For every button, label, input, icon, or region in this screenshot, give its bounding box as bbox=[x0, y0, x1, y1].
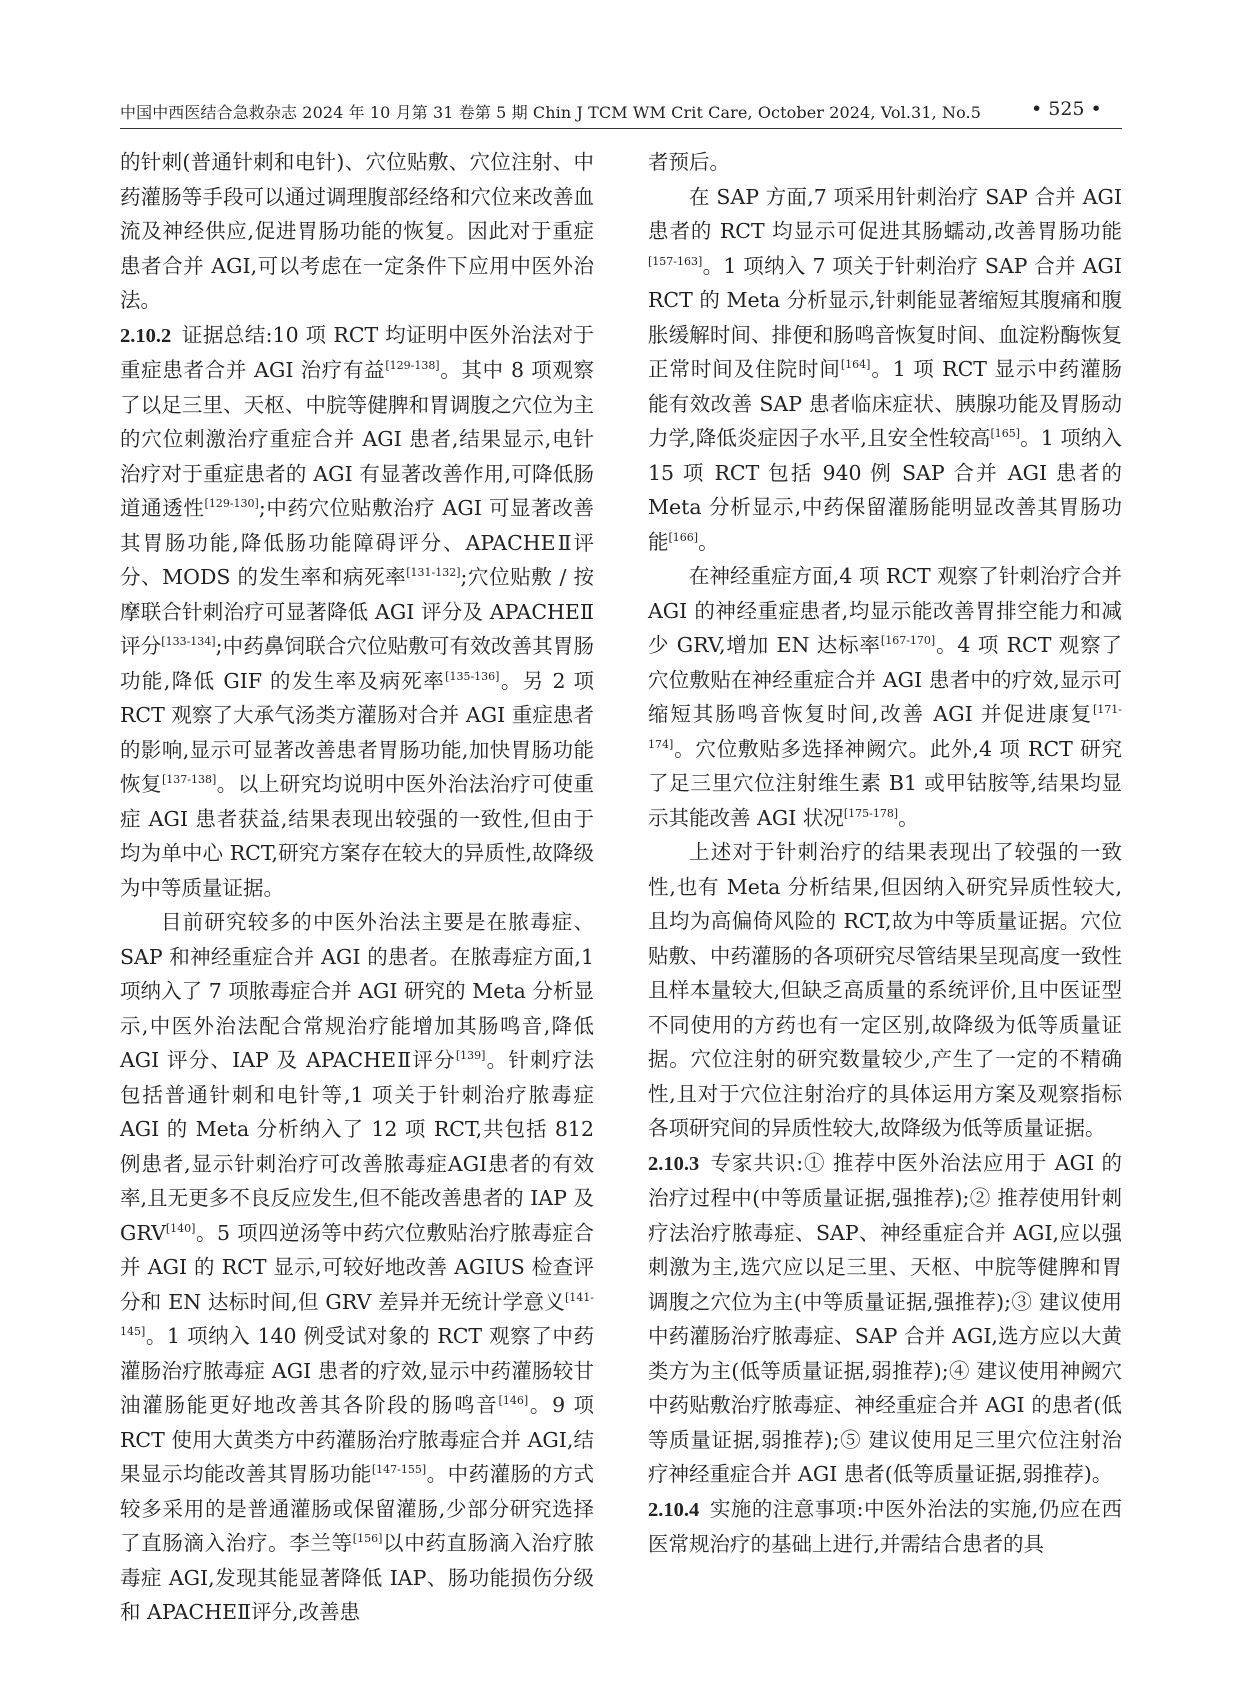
paragraph-text: 。1 项纳入 7 项关于针刺治疗 SAP 合并 AGI RCT 的 Meta 分析显示,针刺能显著缩短其腹痛和腹胀缓解时间、排便和肠鸣音恢复时间、血淀粉酶恢复正常时间及住院时间 bbox=[648, 253, 1122, 381]
citation: [133-134] bbox=[161, 635, 216, 648]
paragraph-text: ;中药穴位贴敷治疗 AGI 可显著改善其胃肠功能,降低肠功能障碍评分、APACHEⅡ评分、MODS 的发生率和病死率 bbox=[120, 496, 595, 589]
paragraph bbox=[120, 905, 594, 1630]
paragraph-text: 。9 项 RCT 使用大黄类方中药灌肠治疗脓毒症合并 AGI,结果显示均能改善其胃肠功能 bbox=[120, 1393, 595, 1486]
citation: [165] bbox=[990, 427, 1021, 440]
paragraph-text: 。另 2 项 RCT 观察了大承气汤类方灌肠对合并 AGI 重症患者的影响,显示可显著改善患者胃肠功能,加快胃肠功能恢复 bbox=[120, 668, 594, 796]
section-number: 2.10.3 bbox=[648, 1152, 700, 1175]
paragraph-text: 。穴位敷贴多选择神阙穴。此外,4 项 RCT 研究了足三里穴位注射维生素 B1 或甲钴胺等,结果均显示其能改善 AGI 状况 bbox=[648, 736, 1122, 830]
paragraph-text: 。1 项纳入 15 项 RCT 包括 940 例 SAP 合并 AGI 患者的 Meta 分析显示,中药保留灌肠能明显改善其胃肠功能 bbox=[648, 426, 1122, 554]
citation: [156] bbox=[352, 1532, 383, 1545]
paragraph: 者预后。 bbox=[648, 150, 730, 174]
paragraph-text: 。 bbox=[698, 529, 719, 554]
paragraph-text: 。4 项 RCT 观察了穴位敷贴在神经重症合并 AGI 患者中的疗效,显示可缩短其肠鸣音恢复时间,改善 AGI 并促进康复 bbox=[648, 633, 1122, 726]
section-2-10-4 bbox=[648, 1492, 1122, 1562]
citation: [175-178] bbox=[843, 806, 899, 820]
section-2-10-3 bbox=[648, 1146, 1122, 1492]
paragraph-text: 在神经重症方面,4 项 RCT 观察了针刺治疗合并 AGI 的神经重症患者,均显示能改善胃排空能力和减少 GRV,增加 EN 达标率 bbox=[648, 564, 1122, 657]
paragraph-text: 。1 项纳入 140 例受试对象的 RCT 观察了中药灌肠治疗脓毒症 AGI 患者的疗效,显示中药灌肠较甘油灌肠能更好地改善其各阶段的肠鸣音 bbox=[120, 1324, 594, 1417]
section-2-10-2 bbox=[120, 318, 594, 906]
paragraph-text: 。 bbox=[898, 805, 919, 830]
citation: [171-174] bbox=[648, 703, 1122, 751]
paragraph bbox=[648, 559, 1122, 835]
citation: [140] bbox=[165, 1221, 196, 1235]
paragraph-text: 在 SAP 方面,7 项采用针刺治疗 SAP 合并 AGI 患者的 RCT 均显示可促进其肠蠕动,改善胃肠功能 bbox=[648, 184, 1122, 243]
citation: [137-138] bbox=[161, 773, 217, 786]
citation: [135-136] bbox=[445, 669, 500, 683]
paragraph-text: 专家共识:① 推荐中医外治法应用于 AGI 的治疗过程中(中等质量证据,强推荐);② 推荐使用针刺疗法治疗脓毒症、SAP、神经重症合并 AGI,应以强刺激为主,选穴应以足三里、天枢、中脘等健脾和胃调腹之穴位为主(中等质量证据,强推荐);③ 建议使用中药灌肠治疗脓毒症、SAP 合并 AGI,选方应以大黄类方为主(低等质量证据,弱推荐);④ 建议使用神阙穴中药贴敷治疗脓毒症、神经重症合并 AGI 的患者(低等质量证据,弱推荐);⑤ 建议使用足三里穴位注射治疗神经重症合并 AGI 患者(低等质量证据,弱推荐)。 bbox=[648, 1150, 1122, 1486]
section-number: 2.10.2 bbox=[120, 324, 172, 347]
citation: [147-155] bbox=[371, 1463, 427, 1476]
left-column bbox=[120, 145, 594, 1630]
citation: [139] bbox=[455, 1049, 486, 1062]
paragraph-text: 证据总结:10 项 RCT 均证明中医外治法对于重症患者合并 AGI 治疗有益 bbox=[120, 322, 594, 382]
citation: [166] bbox=[668, 530, 699, 544]
citation: [164] bbox=[840, 358, 871, 371]
right-column bbox=[648, 145, 1122, 1562]
paragraph-text: 实施的注意事项:中医外治法的实施,仍应在西医常规治疗的基础上进行,并需结合患者的具 bbox=[648, 1496, 1122, 1556]
citation: [141-145] bbox=[120, 1290, 594, 1338]
paragraph-text: 。1 项 RCT 显示中药灌肠能有效改善 SAP 患者临床症状、胰腺功能及胃肠动力学,降低炎症因子水平,且安全性较高 bbox=[648, 357, 1123, 450]
citation: [131-132] bbox=[406, 566, 461, 579]
paragraph-text: 。以上研究均说明中医外治法治疗可使重症 AGI 患者获益,结果表现出较强的一致性,但由于均为单中心 RCT,研究方案存在较大的异质性,故降级为中等质量证据。 bbox=[120, 772, 595, 900]
paragraph: 上述对于针刺治疗的结果表现出了较强的一致性,也有 Meta 分析结果,但因纳入研究异质性较大,且均为高偏倚风险的 RCT,故为中等质量证据。穴位贴敷、中药灌肠的各项研究尽管结果呈现高度一致性且样本量较大,但缺乏高质量的系统评价,且中医证型不同使用的方药也有一定区别,故降级为低等质量证据。穴位注射的研究数量较少,产生了一定的不精确性,且对于穴位注射治疗的具体运用方案及观察指标各项研究间的异质性较大,故降级为低等质量证据。 bbox=[648, 840, 1122, 1140]
citation: [146] bbox=[498, 1394, 529, 1407]
section-number: 2.10.4 bbox=[648, 1498, 700, 1521]
header-rule bbox=[120, 128, 1122, 129]
page-number: • 525 • bbox=[1031, 98, 1102, 120]
paragraph-text: 以中药直肠滴入治疗脓毒症 AGI,发现其能显著降低 IAP、肠功能损伤分级和 APACHEⅡ评分,改善患 bbox=[120, 1531, 595, 1624]
paragraph-text: 。5 项四逆汤等中药穴位敷贴治疗脓毒症合并 AGI 的 RCT 显示,可较好地改善 AGIUS 检查评分和 EN 达标时间,但 GRV 差异并无统计学意义 bbox=[120, 1220, 594, 1314]
paragraph-text: ;穴位贴敷 / 按摩联合针刺治疗可显著降低 AGI 评分及 APACHEⅡ评分 bbox=[120, 565, 594, 658]
running-title: 中国中西医结合急救杂志 2024 年 10 月第 31 卷第 5 期 Chin J TCM WM Crit Care, October 2024, Vol.31, No.5 bbox=[120, 103, 981, 122]
paragraph: 的针刺(普通针刺和电针)、穴位贴敷、穴位注射、中药灌肠等手段可以通过调理腹部经络和穴位来改善血流及神经供应,促进胃肠功能的恢复。因此对于重症患者合并 AGI,可以考虑在一定条件下应用中医外治法。 bbox=[120, 150, 594, 312]
paragraph-text: ;中药鼻饲联合穴位贴敷可有效改善其胃肠功能,降低 GIF 的发生率及病死率 bbox=[120, 634, 595, 693]
citation: [129-130] bbox=[204, 497, 259, 510]
citation: [157-163] bbox=[648, 254, 703, 268]
paragraph-text: 目前研究较多的中医外治法主要是在脓毒症、SAP 和神经重症合并 AGI 的患者。在脓毒症方面,1 项纳入了 7 项脓毒症合并 AGI 研究的 Meta 分析显示,中医外治法配合常规治疗能增加其肠鸣音,降低 AGI 评分、IAP 及 APACHEⅡ评分 bbox=[120, 910, 594, 1072]
paragraph-text: 。中药灌肠的方式较多采用的是普通灌肠或保留灌肠,少部分研究选择了直肠滴入治疗。李兰等 bbox=[120, 1462, 595, 1555]
paragraph bbox=[648, 180, 1122, 560]
paragraph-text: 。针刺疗法包括普通针刺和电针等,1 项关于针刺治疗脓毒症 AGI 的 Meta 分析纳入了 12 项 RCT,共包括 812例患者,显示针刺治疗可改善脓毒症AGI患者的有效率,且无更多不良反应发生,但不能改善患者的 IAP 及 GRV bbox=[120, 1048, 594, 1245]
paragraph-text: 。其中 8 项观察了以足三里、天枢、中脘等健脾和胃调腹之穴位为主的穴位刺激治疗重症合并 AGI 患者,结果显示,电针治疗对于重症患者的 AGI 有显著改善作用,可降低肠道通透性 bbox=[120, 358, 595, 520]
running-header bbox=[0, 94, 1241, 134]
citation: [167-170] bbox=[880, 634, 936, 647]
citation: [129-138] bbox=[385, 359, 440, 372]
